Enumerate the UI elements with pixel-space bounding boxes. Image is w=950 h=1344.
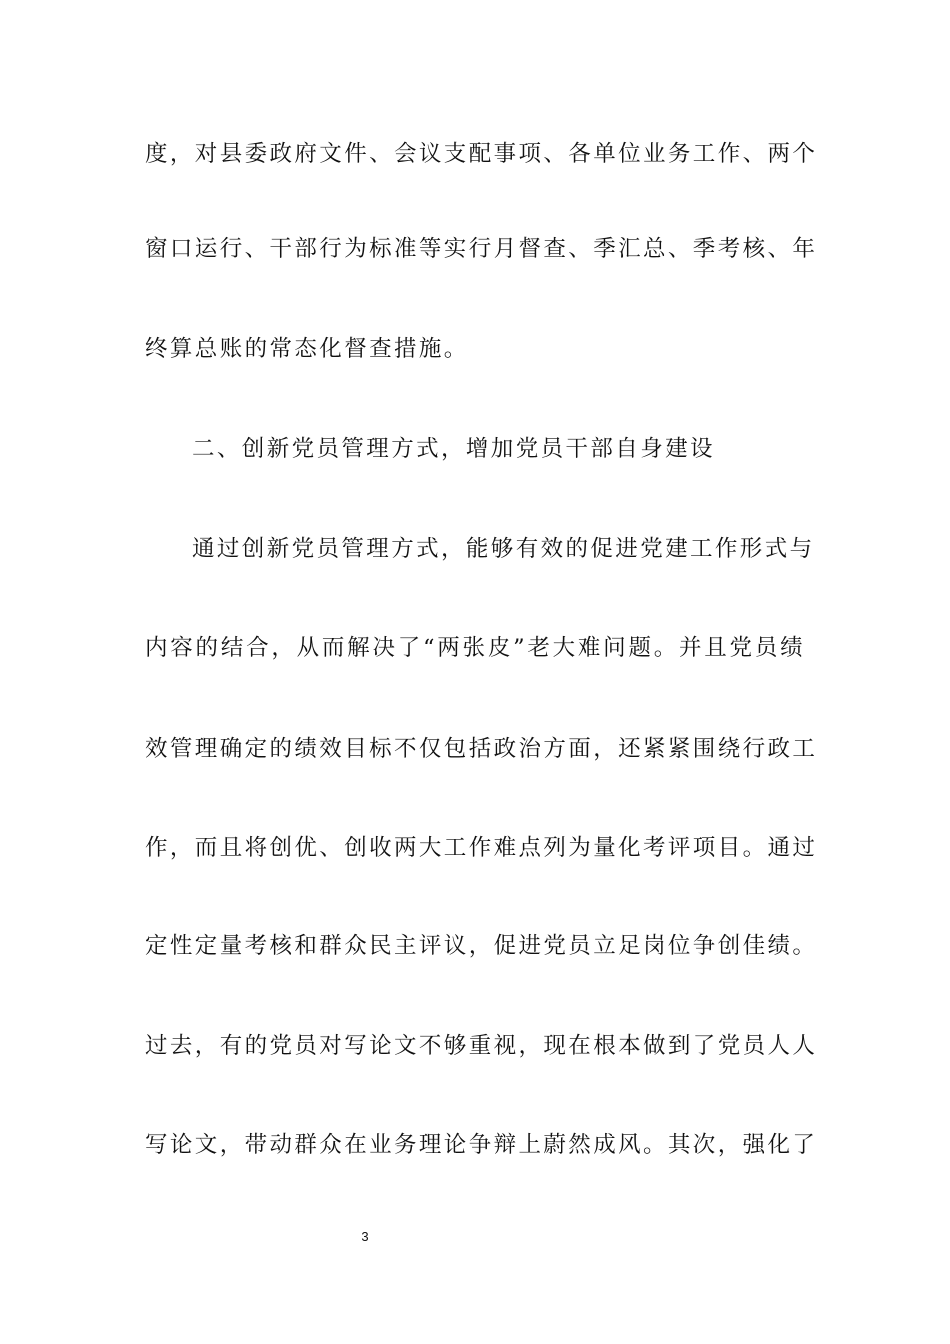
paragraph-line: 作，而且将创优、创收两大工作难点列为量化考评项目。通过 (145, 835, 818, 861)
paragraph-line: 窗口运行、干部行为标准等实行月督查、季汇总、季考核、年 (145, 236, 818, 262)
paragraph-line: 过去，有的党员对写论文不够重视，现在根本做到了党员人人 (145, 1033, 818, 1059)
paragraph-line: 度，对县委政府文件、会议支配事项、各单位业务工作、两个 (145, 141, 818, 167)
paragraph-line: 定性定量考核和群众民主评议，促进党员立足岗位争创佳绩。 (145, 933, 818, 959)
paragraph-line: 终算总账的常态化督查措施。 (145, 336, 469, 362)
page-number: 3 (361, 1229, 369, 1244)
paragraph-line: 内容的结合，从而解决了“两张皮”老大难问题。并且党员绩 (145, 635, 805, 661)
paragraph-line: 效管理确定的绩效目标不仅包括政治方面，还紧紧围绕行政工 (145, 736, 818, 762)
paragraph-line: 通过创新党员管理方式，能够有效的促进党建工作形式与 (192, 536, 815, 562)
paragraph-line: 写论文，带动群众在业务理论争辩上蔚然成风。其次，强化了 (145, 1132, 818, 1158)
section-heading: 二、创新党员管理方式，增加党员干部自身建设 (192, 436, 715, 462)
